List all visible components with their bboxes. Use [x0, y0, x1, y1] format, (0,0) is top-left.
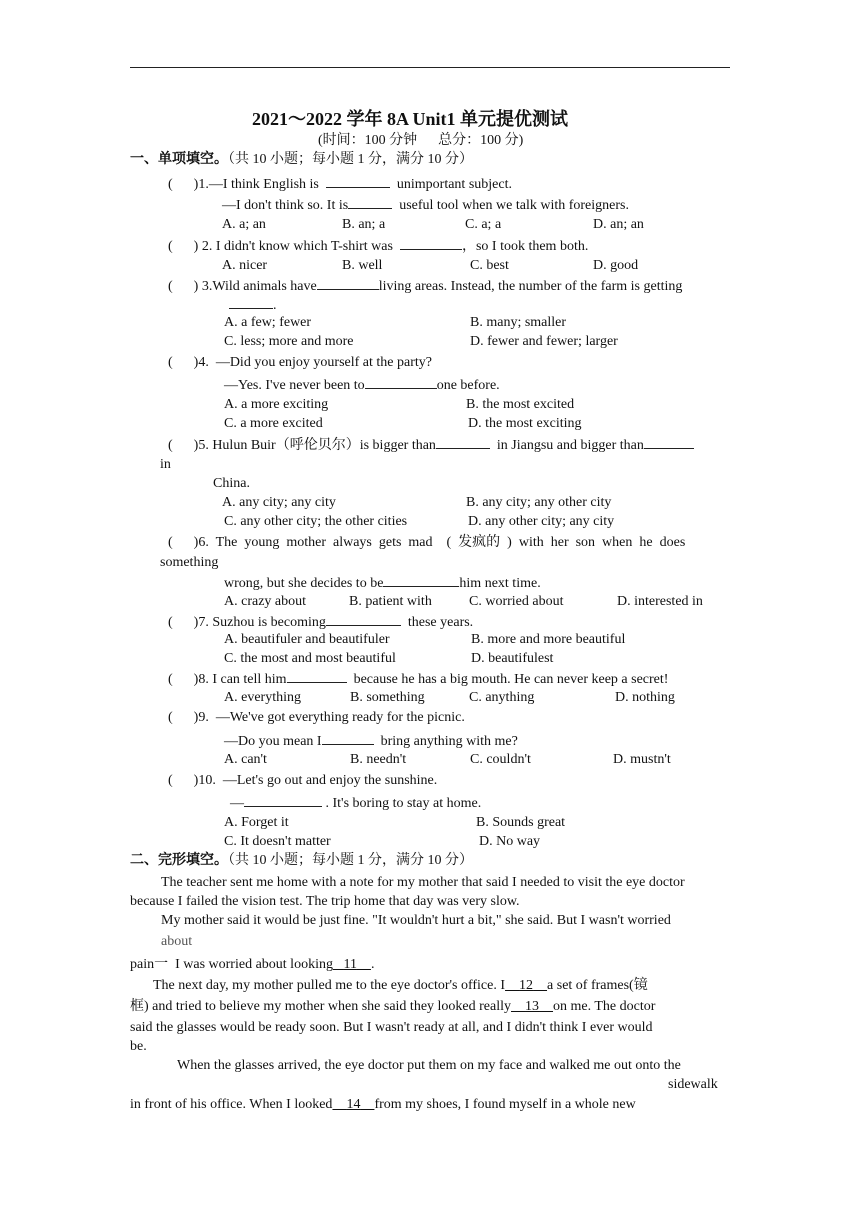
q5-stem-a: ( )5. Hulun Buir（呼伦贝尔）is bigger than: [168, 438, 436, 453]
q2-line1: [168, 237, 588, 255]
q10-stem-b: —: [230, 796, 244, 811]
q7-blank: [326, 613, 401, 626]
q1-option-d: D. an; an: [593, 217, 644, 232]
q7-stem-a: ( )7. Suzhou is becoming: [168, 615, 326, 630]
q1-stem-c: —I don't think so. It is: [222, 198, 349, 213]
q2-option-a: A. nicer: [222, 258, 268, 273]
cloze-p1-line1: The teacher sent me home with a note for my mother that said I needed to visit the eye doctor: [161, 875, 685, 890]
q6-option-a: A. crazy about: [224, 594, 307, 609]
q6-line1: ( )6. The young mother always gets mad ( 发疯的 ) with her son when he does: [168, 535, 686, 550]
q6-stem-d: him next time.: [459, 576, 541, 591]
cloze-p2-text: pain一 I was worried about looking: [130, 957, 333, 972]
q8-stem-b: because he has a big mouth. He can never keep a secret!: [353, 672, 669, 687]
cloze-p2-line1: My mother said it would be just fine. "It wouldn't hurt a bit," she said. But I wasn't worried: [161, 913, 671, 928]
top-rule: [130, 67, 730, 68]
q4-option-b: B. the most excited: [466, 397, 575, 412]
q9-line1: ( )9. —We've got everything ready for the picnic.: [168, 710, 465, 725]
q7-option-b: B. more and more beautiful: [471, 632, 626, 647]
cloze-num-13: 13: [525, 999, 540, 1014]
q3-blank-2: [229, 296, 273, 309]
q1-line2: [222, 196, 629, 214]
cloze-p4-line1: When the glasses arrived, the eye doctor put them on my face and walked me out onto the: [177, 1058, 681, 1073]
cloze-p3-text-c: 框) and tried to believe my mother when she said they looked really: [130, 999, 512, 1014]
q5-line3: China.: [213, 476, 250, 491]
q8-blank: [287, 670, 347, 683]
q2-stem-a: ( ) 2. I didn't know which T-shirt was: [168, 239, 393, 254]
q10-stem-c: . It's boring to stay at home.: [325, 796, 482, 811]
q3-blank-1: [317, 277, 379, 290]
q6-line2: something: [160, 555, 219, 570]
cloze-p1-line2: because I failed the vision test. The trip home that day was very slow.: [130, 894, 520, 909]
q2-option-b: B. well: [342, 258, 383, 273]
q6-option-d: D. interested in: [617, 594, 703, 609]
q9-blank: [322, 732, 374, 745]
cloze-p4-text-a: in front of his office. When I looked: [130, 1097, 333, 1112]
q8-option-d: D. nothing: [615, 690, 675, 705]
q1-option-c: C. a; a: [465, 217, 502, 232]
q2-option-c: C. best: [470, 258, 509, 273]
section2-heading: [130, 853, 473, 869]
page-subtitle: (时间：100 分钟 总分：100 分): [318, 133, 524, 148]
cloze-p3-text-b: a set of frames(镜: [547, 978, 648, 993]
cloze-num-14: 14: [346, 1097, 361, 1112]
q4-stem-b: —Yes. I've never been to: [224, 378, 365, 393]
q1-blank-1: [326, 175, 390, 188]
q1-option-a: A. a; an: [222, 217, 266, 232]
q6-stem-c: wrong, but she decides to be: [224, 576, 384, 591]
q5-blank-1: [436, 436, 490, 449]
q4-option-a: A. a more exciting: [224, 397, 329, 412]
q9-stem-c: bring anything with me?: [380, 734, 518, 749]
cloze-p4-text-b: from my shoes, I found myself in a whole new: [374, 1097, 636, 1112]
cloze-num-11: 11: [343, 957, 357, 972]
q5-option-b: B. any city; any other city: [466, 495, 612, 510]
q9-option-b: B. needn't: [350, 752, 407, 767]
section2-title: 二、完形填空。: [130, 853, 228, 868]
cloze-p2-line3: [130, 957, 374, 973]
q6-option-c: C. worried about: [469, 594, 564, 609]
q2-stem-b: ，so I took them both.: [461, 239, 589, 254]
q8-option-a: A. everything: [224, 690, 301, 705]
q8-option-b: B. something: [350, 690, 425, 705]
cloze-num-12: 12: [519, 978, 534, 993]
q4-blank: [365, 376, 437, 389]
q5-line2: in: [160, 457, 171, 472]
cloze-p3-text-a: The next day, my mother pulled me to the eye doctor's office. I: [153, 978, 506, 993]
q9-option-d: D. mustn't: [613, 752, 671, 767]
q7-option-d: D. beautifulest: [471, 651, 554, 666]
q10-option-a: A. Forget it: [224, 815, 289, 830]
q5-line1: [168, 436, 694, 454]
q6-blank: [383, 574, 459, 587]
q1-stem-d: useful tool when we talk with foreigners.: [399, 198, 629, 213]
q9-option-a: A. can't: [224, 752, 267, 767]
cloze-p2-end: .: [370, 957, 375, 972]
cloze-p3-line1: [153, 978, 648, 994]
q4-line1: ( )4. —Did you enjoy yourself at the party?: [168, 355, 432, 370]
q7-stem-b: these years.: [407, 615, 474, 630]
q5-blank-2: [644, 436, 694, 449]
q3-option-b: B. many; smaller: [470, 315, 567, 330]
q5-option-d: D. any other city; any city: [468, 514, 615, 529]
q3-option-d: D. fewer and fewer; larger: [470, 334, 618, 349]
q8-stem-a: ( )8. I can tell him: [168, 672, 287, 687]
q4-line2: [224, 376, 500, 394]
q3-stem-b: living areas. Instead, the number of the farm is getting: [378, 279, 683, 294]
cloze-p4-line3: [130, 1097, 636, 1113]
q4-stem-c: one before.: [436, 378, 500, 393]
cloze-p3-text-d: on me. The doctor: [553, 999, 656, 1014]
q10-blank: [244, 794, 322, 807]
q10-line2: [230, 794, 481, 812]
cloze-blank-13: [511, 999, 553, 1014]
q7-option-a: A. beautifuler and beautifuler: [224, 632, 390, 647]
section2-note: （共 10 小题；每小题 1 分，满分 10 分）: [228, 853, 473, 868]
cloze-blank-11: [333, 957, 371, 972]
q3-stem-a: ( ) 3.Wild animals have: [168, 279, 317, 294]
q4-option-c: C. a more excited: [224, 416, 323, 431]
q7-line1: [168, 613, 473, 631]
q4-option-d: D. the most exciting: [468, 416, 582, 431]
section1-note: （共 10 小题；每小题 1 分，满分 10 分）: [228, 152, 473, 167]
q9-stem-b: —Do you mean I: [224, 734, 322, 749]
q2-option-d: D. good: [593, 258, 639, 273]
q10-option-c: C. It doesn't matter: [224, 834, 331, 849]
q3-line1: [168, 277, 682, 295]
q1-blank-2: [348, 196, 392, 209]
cloze-p3-line2: [130, 999, 655, 1015]
section1-heading: [130, 152, 473, 168]
q10-option-d: D. No way: [479, 834, 541, 849]
q5-option-a: A. any city; any city: [222, 495, 336, 510]
cloze-p4-line2: sidewalk: [668, 1077, 718, 1092]
q1-stem-b: unimportant subject.: [396, 177, 512, 192]
q8-option-c: C. anything: [469, 690, 535, 705]
q6-option-b: B. patient with: [349, 594, 432, 609]
q3-option-c: C. less; more and more: [224, 334, 354, 349]
cloze-p2-line2: about: [161, 934, 193, 949]
cloze-p3-line3: said the glasses would be ready soon. But I wasn't ready at all, and I didn't think I ever would: [130, 1020, 653, 1035]
q1-option-b: B. an; a: [342, 217, 386, 232]
page-title: 2021～2022 学年 8A Unit1 单元提优测试: [252, 109, 569, 129]
q1-line1: [168, 175, 512, 193]
q1-stem-a: ( )1.—I think English is: [168, 177, 319, 192]
q9-option-c: C. couldn't: [470, 752, 531, 767]
q2-blank: [400, 237, 462, 250]
cloze-blank-14: [332, 1097, 374, 1112]
q7-option-c: C. the most and most beautiful: [224, 651, 396, 666]
section1-title: 一、单项填空。: [130, 152, 228, 167]
q9-line2: [224, 732, 518, 750]
q5-option-c: C. any other city; the other cities: [224, 514, 408, 529]
q5-stem-b: in Jiangsu and bigger than: [496, 438, 644, 453]
q10-line1: ( )10. —Let's go out and enjoy the sunshine.: [168, 773, 438, 788]
q3-line2: [229, 296, 277, 314]
q3-stem-c: .: [273, 298, 277, 313]
cloze-p3-line4: be.: [130, 1039, 147, 1054]
cloze-blank-12: [505, 978, 547, 993]
q8-line1: [168, 670, 668, 688]
q6-line3: [224, 574, 541, 592]
q3-option-a: A. a few; fewer: [224, 315, 312, 330]
q10-option-b: B. Sounds great: [476, 815, 566, 830]
